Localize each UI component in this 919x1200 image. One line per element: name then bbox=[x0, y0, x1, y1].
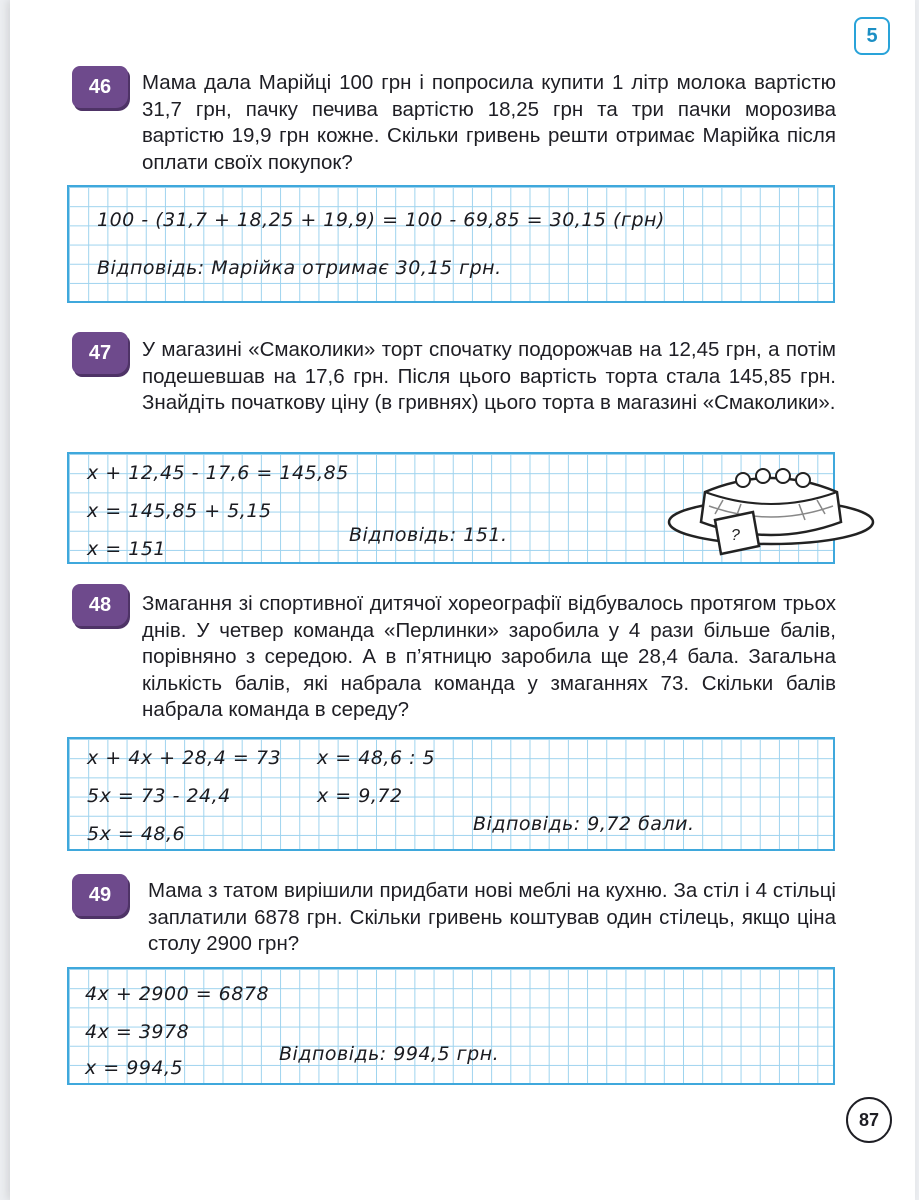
solution-line: 4x + 2900 = 6878 bbox=[85, 983, 270, 1005]
task-text: Мама з татом вирішили придбати нові меблі на кухню. За стіл і 4 стільці заплатили 6878 грн. Скільки гривень коштував один стілець, якщо ціна столу 2900 грн? bbox=[148, 879, 836, 955]
answer-line: Відповідь: 151. bbox=[349, 524, 508, 546]
solution-line: x = 9,72 bbox=[317, 785, 403, 807]
solution-line: x = 48,6 : 5 bbox=[317, 747, 436, 769]
price-tag-label: ? bbox=[731, 527, 740, 544]
chapter-badge: 5 bbox=[854, 17, 890, 55]
answer-grid bbox=[67, 185, 835, 303]
solution-line: x = 145,85 + 5,15 bbox=[87, 500, 272, 522]
solution-line: x = 994,5 bbox=[85, 1057, 184, 1079]
solution-line: 4x = 3978 bbox=[85, 1021, 190, 1043]
cake-illustration bbox=[665, 462, 877, 566]
answer-grid bbox=[67, 967, 835, 1085]
answer-line: Відповідь: 994,5 грн. bbox=[279, 1043, 500, 1065]
solution-line: x = 151 bbox=[87, 538, 167, 560]
solution-line: x + 12,45 - 17,6 = 145,85 bbox=[87, 462, 349, 484]
solution-line: 5x = 73 - 24,4 bbox=[87, 785, 231, 807]
task-text: Мама дала Марійці 100 грн і попросила купити 1 літр молока вартістю 31,7 грн, пачку печива вартістю 18,25 грн та три пачки морозива вартістю 19,9 грн кожне. Скільки гривень решти отримає Марійка після оплати своїх покупок? bbox=[142, 71, 836, 174]
task-number-badge: 49 bbox=[72, 874, 128, 916]
solution-line: x + 4x + 28,4 = 73 bbox=[87, 747, 282, 769]
workbook-page bbox=[10, 0, 915, 1200]
answer-grid bbox=[67, 737, 835, 851]
page-number: 87 bbox=[846, 1097, 892, 1143]
solution-line: 5x = 48,6 bbox=[87, 823, 186, 845]
answer-line: Відповідь: 9,72 бали. bbox=[473, 813, 695, 835]
task-number-badge: 48 bbox=[72, 584, 128, 626]
task-number-badge: 46 bbox=[72, 66, 128, 108]
task-text: Змагання зі спортивної дитячої хореографії відбувалось протягом трьох днів. У четвер команда «Перлинки» заробила у 4 рази більше балів, порівняно з середою. А в п’ятницю заробила ще 28,4 бала. Загальна кількість балів, які набрала команда у змаганнях 73. Скільки балів набрала команда в середу? bbox=[142, 592, 836, 721]
task-number-badge: 47 bbox=[72, 332, 128, 374]
solution-line: 100 - (31,7 + 18,25 + 19,9) = 100 - 69,85 = 30,15 (грн) bbox=[97, 209, 665, 231]
task-text: У магазині «Смаколики» торт спочатку подорожчав на 12,45 грн, а потім подешевшав на 17,6 грн. Після цього вартість торта стала 145,85 грн. Знайдіть початкову ціну (в гривнях) цього торта в магазині «Смаколики». bbox=[142, 338, 836, 414]
answer-line: Відповідь: Марійка отримає 30,15 грн. bbox=[97, 257, 502, 279]
